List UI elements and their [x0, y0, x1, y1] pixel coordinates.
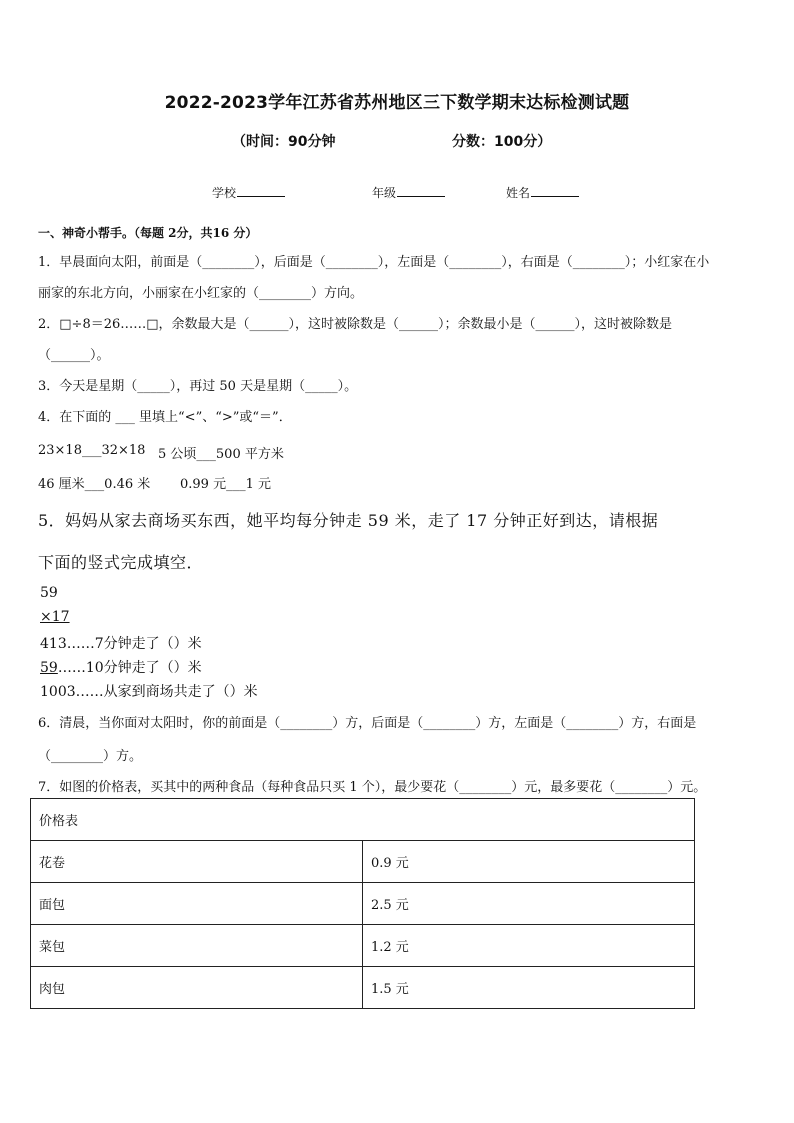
section-heading: 一、神奇小帮手。（每题 2分，共16 分） — [38, 226, 258, 240]
food-price: 1.5 元 — [363, 967, 695, 1009]
table-row — [31, 799, 695, 841]
food-name: 花卷 — [31, 841, 363, 883]
school-field — [212, 184, 285, 201]
grade-field — [372, 184, 445, 201]
question-3: 3．今天是星期（_____），再过 50 天是星期（_____）。 — [38, 379, 358, 394]
table-row — [31, 925, 695, 967]
question-1-line1: 1．早晨面向太阳，前面是（________），后面是（________），左面是（________），右面是（________）；小红家在小 — [38, 255, 710, 270]
grade-label: 年级 — [372, 186, 397, 200]
food-price: 1.2 元 — [363, 925, 695, 967]
name-label: 姓名 — [506, 186, 531, 200]
question-1-line2: 丽家的东北方向，小丽家在小红家的（________）方向。 — [38, 286, 364, 301]
question-4-item-3: 46 厘米___0.46 米 — [38, 477, 151, 492]
table-row — [31, 883, 695, 925]
food-name: 菜包 — [31, 925, 363, 967]
school-label: 学校 — [212, 186, 237, 200]
calc-line-2: ×17 — [40, 609, 70, 625]
question-7: 7．如图的价格表，买其中的两种食品（每种食品只买 1 个），最少要花（________）元，最多要花（________）元。 — [38, 780, 707, 795]
calc-partial-product: 59 — [40, 660, 58, 676]
question-2-line2: （______）。 — [38, 348, 110, 363]
question-5-line2: 下面的竖式完成填空． — [38, 553, 204, 572]
page-title: 2022-2023学年江苏省苏州地区三下数学期末达标检测试题 — [164, 93, 630, 113]
question-4-item-2: 5 公顷___500 平方米 — [158, 447, 284, 462]
question-4-item-4: 0.99 元___1 元 — [180, 477, 271, 492]
price-table — [30, 798, 695, 1009]
calc-line-5: 1003……从家到商场共走了（）米 — [40, 684, 258, 700]
exam-score: 分数：100分） — [452, 134, 552, 150]
calc-line-3: 413……7分钟走了（）米 — [40, 636, 202, 652]
question-4-line1: 4．在下面的 ___ 里填上“<”、“>”或“＝”． — [38, 410, 292, 425]
food-name: 面包 — [31, 883, 363, 925]
question-2-line1: 2．□÷8＝26……□，余数最大是（______），这时被除数是（______）；余数最小是（______），这时被除数是 — [38, 317, 673, 332]
question-6-line1: 6．清晨，当你面对太阳时，你的前面是（________）方，后面是（________）方，左面是（________）方，右面是 — [38, 716, 697, 731]
question-4-item-1: 23×18___32×18 — [38, 443, 146, 458]
price-table-header: 价格表 — [31, 799, 695, 841]
calc-partial-label: ……10分钟走了（）米 — [57, 660, 202, 676]
question-5-line1: 5．妈妈从家去商场买东西，她平均每分钟走 59 米，走了 17 分钟正好到达，请根据 — [38, 511, 659, 530]
calc-line-1: 59 — [40, 585, 58, 601]
food-price: 0.9 元 — [363, 841, 695, 883]
table-row — [31, 841, 695, 883]
exam-time: （时间：90分钟 — [232, 134, 336, 150]
question-6-line2: （________）方。 — [38, 749, 143, 764]
food-price: 2.5 元 — [363, 883, 695, 925]
calc-line-4 — [40, 657, 202, 677]
table-row — [31, 967, 695, 1009]
food-name: 肉包 — [31, 967, 363, 1009]
name-field — [506, 184, 579, 201]
